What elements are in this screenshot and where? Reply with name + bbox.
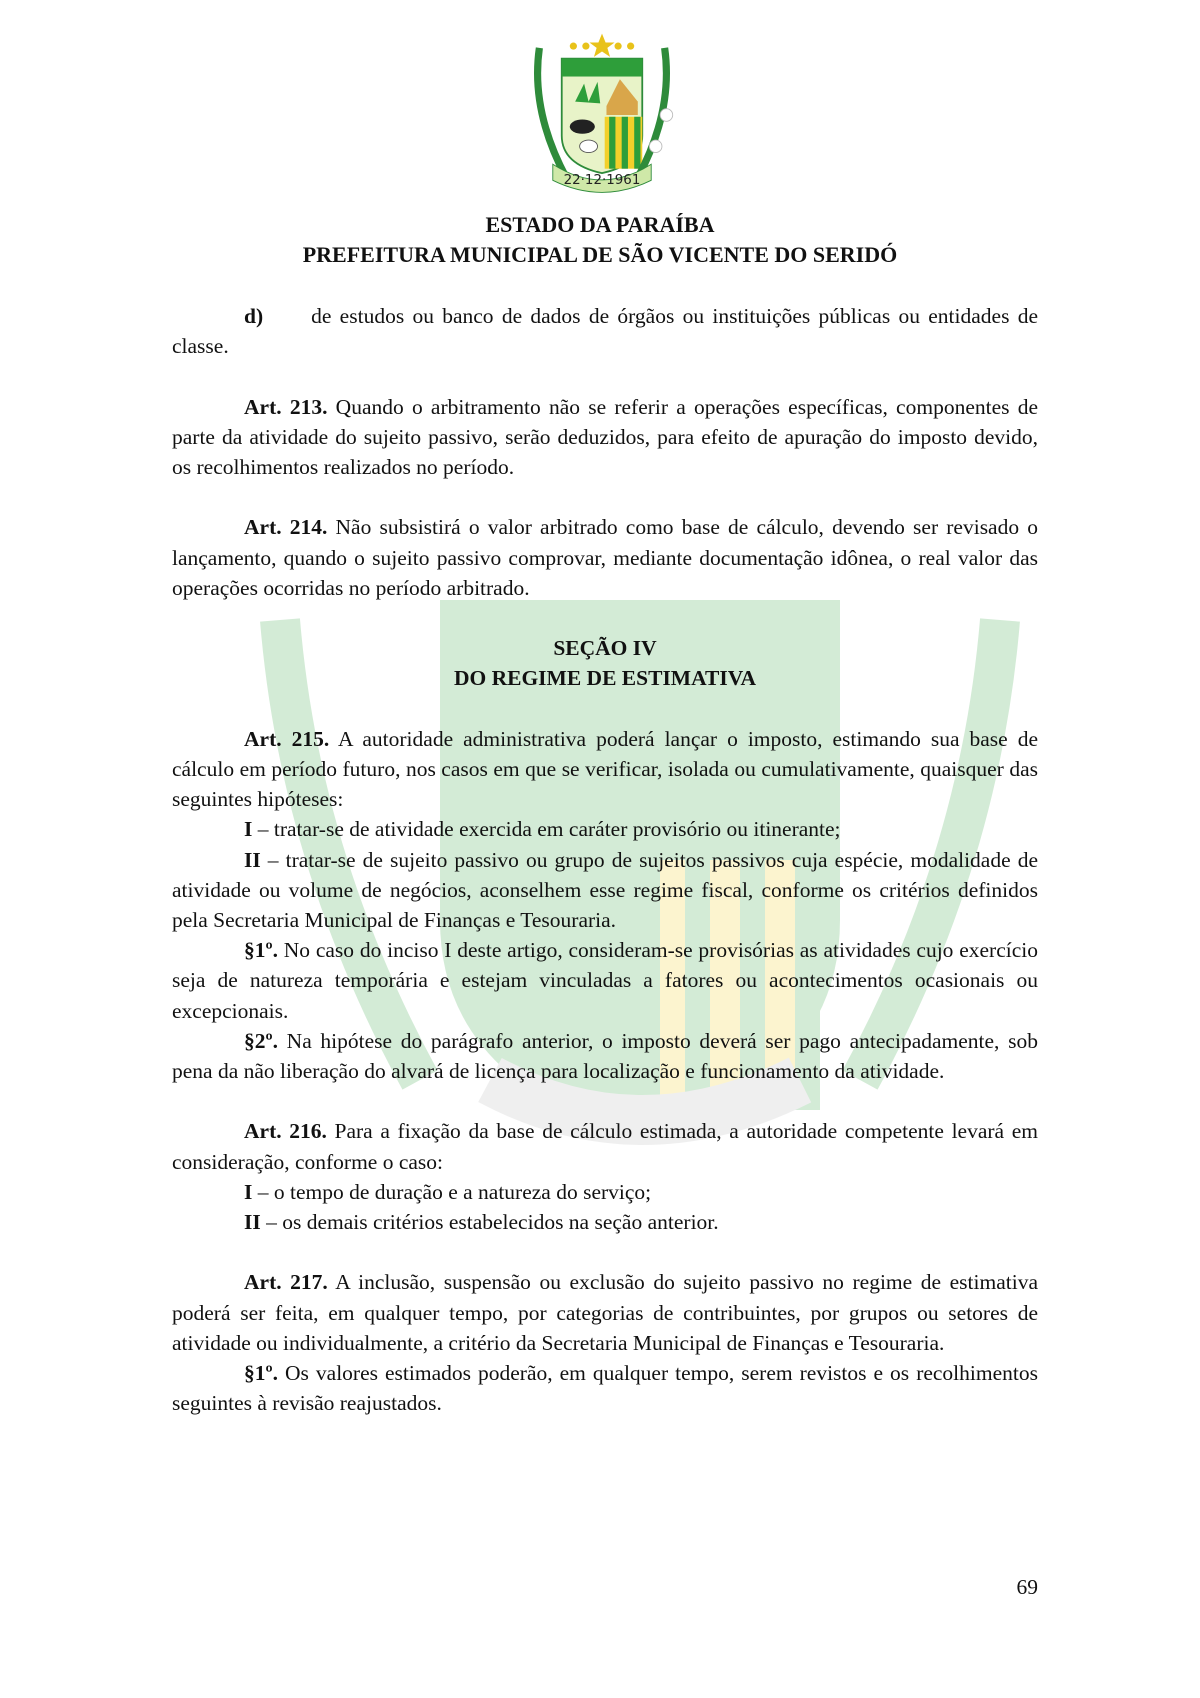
state-name: ESTADO DA PARAÍBA [485, 212, 715, 237]
paragraph-text: Os valores estimados poderão, em qualquer tempo, serem revistos e os recolhimentos seguintes à revisão reajustados. [172, 1361, 1038, 1416]
article-215-paragraph-1 [172, 935, 1038, 1026]
article-text: A autoridade administrativa poderá lançar o imposto, estimando sua base de cálculo em período futuro, nos casos em que se verificar, isolada ou cumulativamente, quaisquer das seguintes hipóteses: [172, 726, 1038, 812]
inciso-text: – os demais critérios estabelecidos na seção anterior. [260, 1210, 719, 1235]
article-text: Para a fixação da base de cálculo estimada, a autoridade competente levará em consideração, conforme o caso: [172, 1119, 1038, 1174]
document-body [172, 301, 1038, 1418]
logo-date: 22·12·1961 [563, 172, 641, 188]
article-label: Art. 213. [244, 394, 328, 419]
paragraph-label: §1º. [244, 1361, 278, 1386]
inciso-label: II [244, 1210, 261, 1235]
item-text: de estudos ou banco de dados de órgãos ou instituições públicas ou entidades de classe. [172, 304, 1038, 359]
article-213 [172, 392, 1038, 483]
article-215 [172, 724, 1038, 815]
stars-icon [570, 34, 634, 57]
paragraph-label: §2º. [244, 1028, 278, 1053]
item-label: d) [244, 304, 264, 328]
article-text: A inclusão, suspensão ou exclusão do sujeito passivo no regime de estimativa poderá ser feita, em qualquer tempo, por categorias de contribuintes, por grupos ou setores de atividade ou individualmente, a critério da Secretaria Municipal de Finanças e Tesouraria. [172, 1270, 1038, 1355]
municipality-name: PREFEITURA MUNICIPAL DE SÃO VICENTE DO SERIDÓ [302, 242, 898, 268]
article-215-inciso-1 [172, 814, 1038, 844]
paragraph-text: No caso do inciso I deste artigo, consideram-se provisórias as atividades cujo exercício seja de natureza temporária e estejam vinculadas a fatores ou acontecimentos ocasionais ou excepcionais. [172, 938, 1038, 1023]
article-217 [172, 1267, 1038, 1358]
inciso-label: I [244, 1179, 253, 1204]
article-217-paragraph-1 [172, 1358, 1038, 1418]
paragraph-text: Na hipótese do parágrafo anterior, o imposto deverá ser pago antecipadamente, sob pena da não liberação do alvará de licença para localização e funcionamento da atividade. [172, 1028, 1038, 1084]
inciso-text: – tratar-se de atividade exercida em caráter provisório ou itinerante; [252, 817, 841, 842]
article-216-inciso-1 [172, 1177, 1038, 1207]
article-215-paragraph-2 [172, 1026, 1038, 1086]
article-text: Não subsistirá o valor arbitrado como base de cálculo, devendo ser revisado o lançamento, quando o sujeito passivo comprovar, mediante documentação idônea, o real valor das operações ocorridas no período arbitrado. [172, 515, 1038, 600]
document-header [0, 210, 1200, 270]
article-214 [172, 512, 1038, 603]
page-number: 69 [1016, 1575, 1038, 1599]
inciso-label: I [244, 817, 253, 842]
section-title: SEÇÃO IV [553, 636, 657, 661]
item-d [172, 301, 1038, 361]
article-216-inciso-2 [172, 1207, 1038, 1237]
article-label: Art. 217. [244, 1270, 328, 1295]
section-subtitle: DO REGIME DE ESTIMATIVA [453, 666, 757, 691]
article-label: Art. 215. [244, 726, 330, 751]
inciso-label: II [244, 847, 261, 872]
inciso-text: – o tempo de duração e a natureza do serviço; [252, 1179, 652, 1204]
article-text: Quando o arbitramento não se referir a operações específicas, componentes de parte da atividade do sujeito passivo, serão deduzidos, para efeito de apuração do imposto devido, os recolhimentos realizados no período. [172, 394, 1039, 479]
paragraph-label: §1º. [244, 938, 278, 963]
article-215-inciso-2 [172, 845, 1038, 936]
article-label: Art. 214. [244, 515, 328, 540]
article-216 [172, 1116, 1038, 1176]
coat-of-arms-logo [512, 30, 692, 200]
article-label: Art. 216. [244, 1119, 327, 1144]
inciso-text: – tratar-se de sujeito passivo ou grupo de sujeitos passivos cuja espécie, modalidade de atividade ou volume de negócios, aconselhem esse regime fiscal, conforme os critérios definidos pela Secretaria Municipal de Finanças e Tesouraria. [172, 847, 1038, 932]
